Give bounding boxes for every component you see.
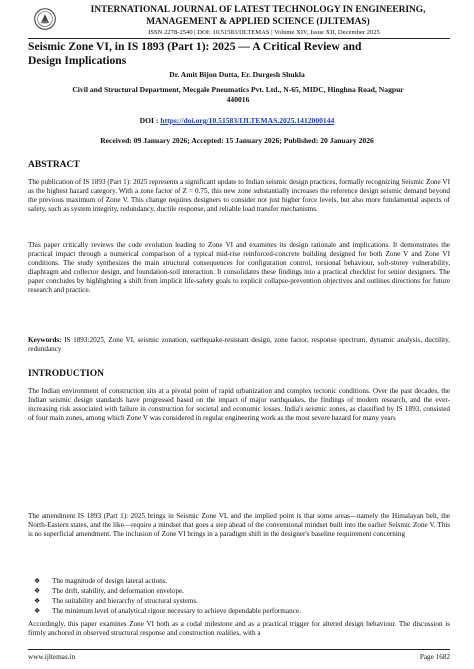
keywords [28,336,450,354]
footer-page-number: Page 1682 [419,653,450,661]
paper-title-line2: Design Implications [28,54,127,67]
introduction-paragraph-3: Accordingly, this paper examines Zone VI both as a codal milestone and as a practical trigger for altered design behaviour. The discussion is firmly anchored in observed structural response and construction realities, with a [28,620,450,637]
affiliation-line1: Civil and Structural Department, Mecgale Pneumatics Pvt. Ltd., N-65, MIDC, Hinghna Road, Nagpur [72,85,404,94]
publication-dates: Received: 09 January 2026; Accepted: 15 January 2026; Published: 20 January 2026 [100,136,374,145]
doi-line [0,116,474,125]
list-item [34,596,444,606]
affiliation [28,85,448,105]
doi-label: DOI : [139,116,159,125]
journal-meta: ISSN 2278-2540 | DOI: 10.51583/IJLTEMAS | Volume XIV, Issue XII, December 2025 [148,29,380,36]
doi-link[interactable]: https://doi.org/10.51583/IJLTEMAS.2025.1412000144 [160,116,335,125]
bullet-text: The drift, stability, and deformation envelope. [52,587,185,595]
list-item [34,576,444,586]
footer-divider [28,649,450,650]
abstract-paragraph-1: The publication of IS 1893 (Part 1): 2025 represents a significant update to Indian seismic design practices, formally recognizing Seismic Zone VI as the highest hazard category. With a zone factor of Z = 0.75, this new zone substantially increases the reference design seismic demand beyond the previous maximum of Zone V. This change requires designers to consider not just higher force levels, but also more fundamental aspects of safety, such as system integrity, redundancy, ductile response, and reliable load transfer mechanisms. [28,178,450,213]
bullet-text: The suitability and hierarchy of structural systems. [52,597,198,605]
keywords-label: Keywords: [28,336,62,344]
journal-logo-icon [34,8,56,30]
bullet-text: The minimum level of analytical rigour necessary to achieve dependable performance. [52,607,301,615]
introduction-paragraph-1: The Indian environment of construction sits at a pivotal point of rapid urbanization and complex tectonic conditions. Over the past decades, the Indian seismic design standards have progressed based on the impact of major earthquakes, the findings of modern research, and the ever-increasing risk associated with failure in construction for societal and economic losses. India's seismic zones, as classified by IS 1893, consisted of four main zones, among which Zone V was considered in regular engineering work as the most severe hazard for many years [28,387,450,422]
authors: Dr. Amit Bijon Dutta, Er. Durgesh Shukla [169,70,305,79]
journal-title-line1: INTERNATIONAL JOURNAL OF LATEST TECHNOLOGY IN ENGINEERING, [90,5,426,15]
list-item [34,586,444,596]
journal-title-line2: MANAGEMENT & APPLIED SCIENCE (IJLTEMAS) [146,17,370,27]
bullet-text: The magnitude of design lateral actions. [52,577,168,585]
introduction-heading: INTRODUCTION [28,369,105,379]
diamond-bullet-icon: ❖ [34,597,41,605]
introduction-paragraph-2: The amendment IS 1893 (Part 1): 2025 brings in Seismic Zone VI, and the implied point is that some areas—namely the Himalayan belt, the North-Eastern states, and the like—require a mindset that goes a step ahead of the conventional mindset built into the earlier Seismic Zone V. This is no superficial amendment. The inclusion of Zone VI brings in a paradigm shift in the designer's baseline requirement concerning [28,512,450,538]
abstract-paragraph-2: This paper critically reviews the code evolution leading to Zone VI and examines its design rationale and implications. It demonstrates the practical impact through a numerical comparison of a typical mid-rise reinforced-concrete building designed for both Zone V and Zone VI conditions. The study synthesizes the main structural consequences for configuration control, torsional behaviour, soft-storey vulnerability, diaphragm and collector design, and foundation-soil interaction. It consolidates these findings into a practical checklist for senior designers. The paper concludes by highlighting a shift from implicit life-safety goals to explicit collapse-prevention objectives and outlines directions for future research and practice. [28,241,450,294]
paper-title [28,40,448,68]
diamond-bullet-icon: ❖ [34,587,41,595]
list-item [34,606,444,616]
diamond-bullet-icon: ❖ [34,607,41,615]
footer-site: www.ijltemas.in [28,653,76,661]
bullet-list [34,576,444,616]
affiliation-line2: 440016 [226,95,250,104]
header-divider [28,38,450,39]
diamond-bullet-icon: ❖ [34,577,41,585]
journal-title [88,4,428,28]
abstract-heading: ABSTRACT [28,160,80,170]
keywords-text: IS 1893:2025, Zone VI, seismic zonation, earthquake-resistant design, zone factor, response spectrum, dynamic analysis, ductility, redundancy [28,336,450,353]
paper-title-line1: Seismic Zone VI, in IS 1893 (Part 1): 2025 — A Critical Review and [28,40,362,53]
